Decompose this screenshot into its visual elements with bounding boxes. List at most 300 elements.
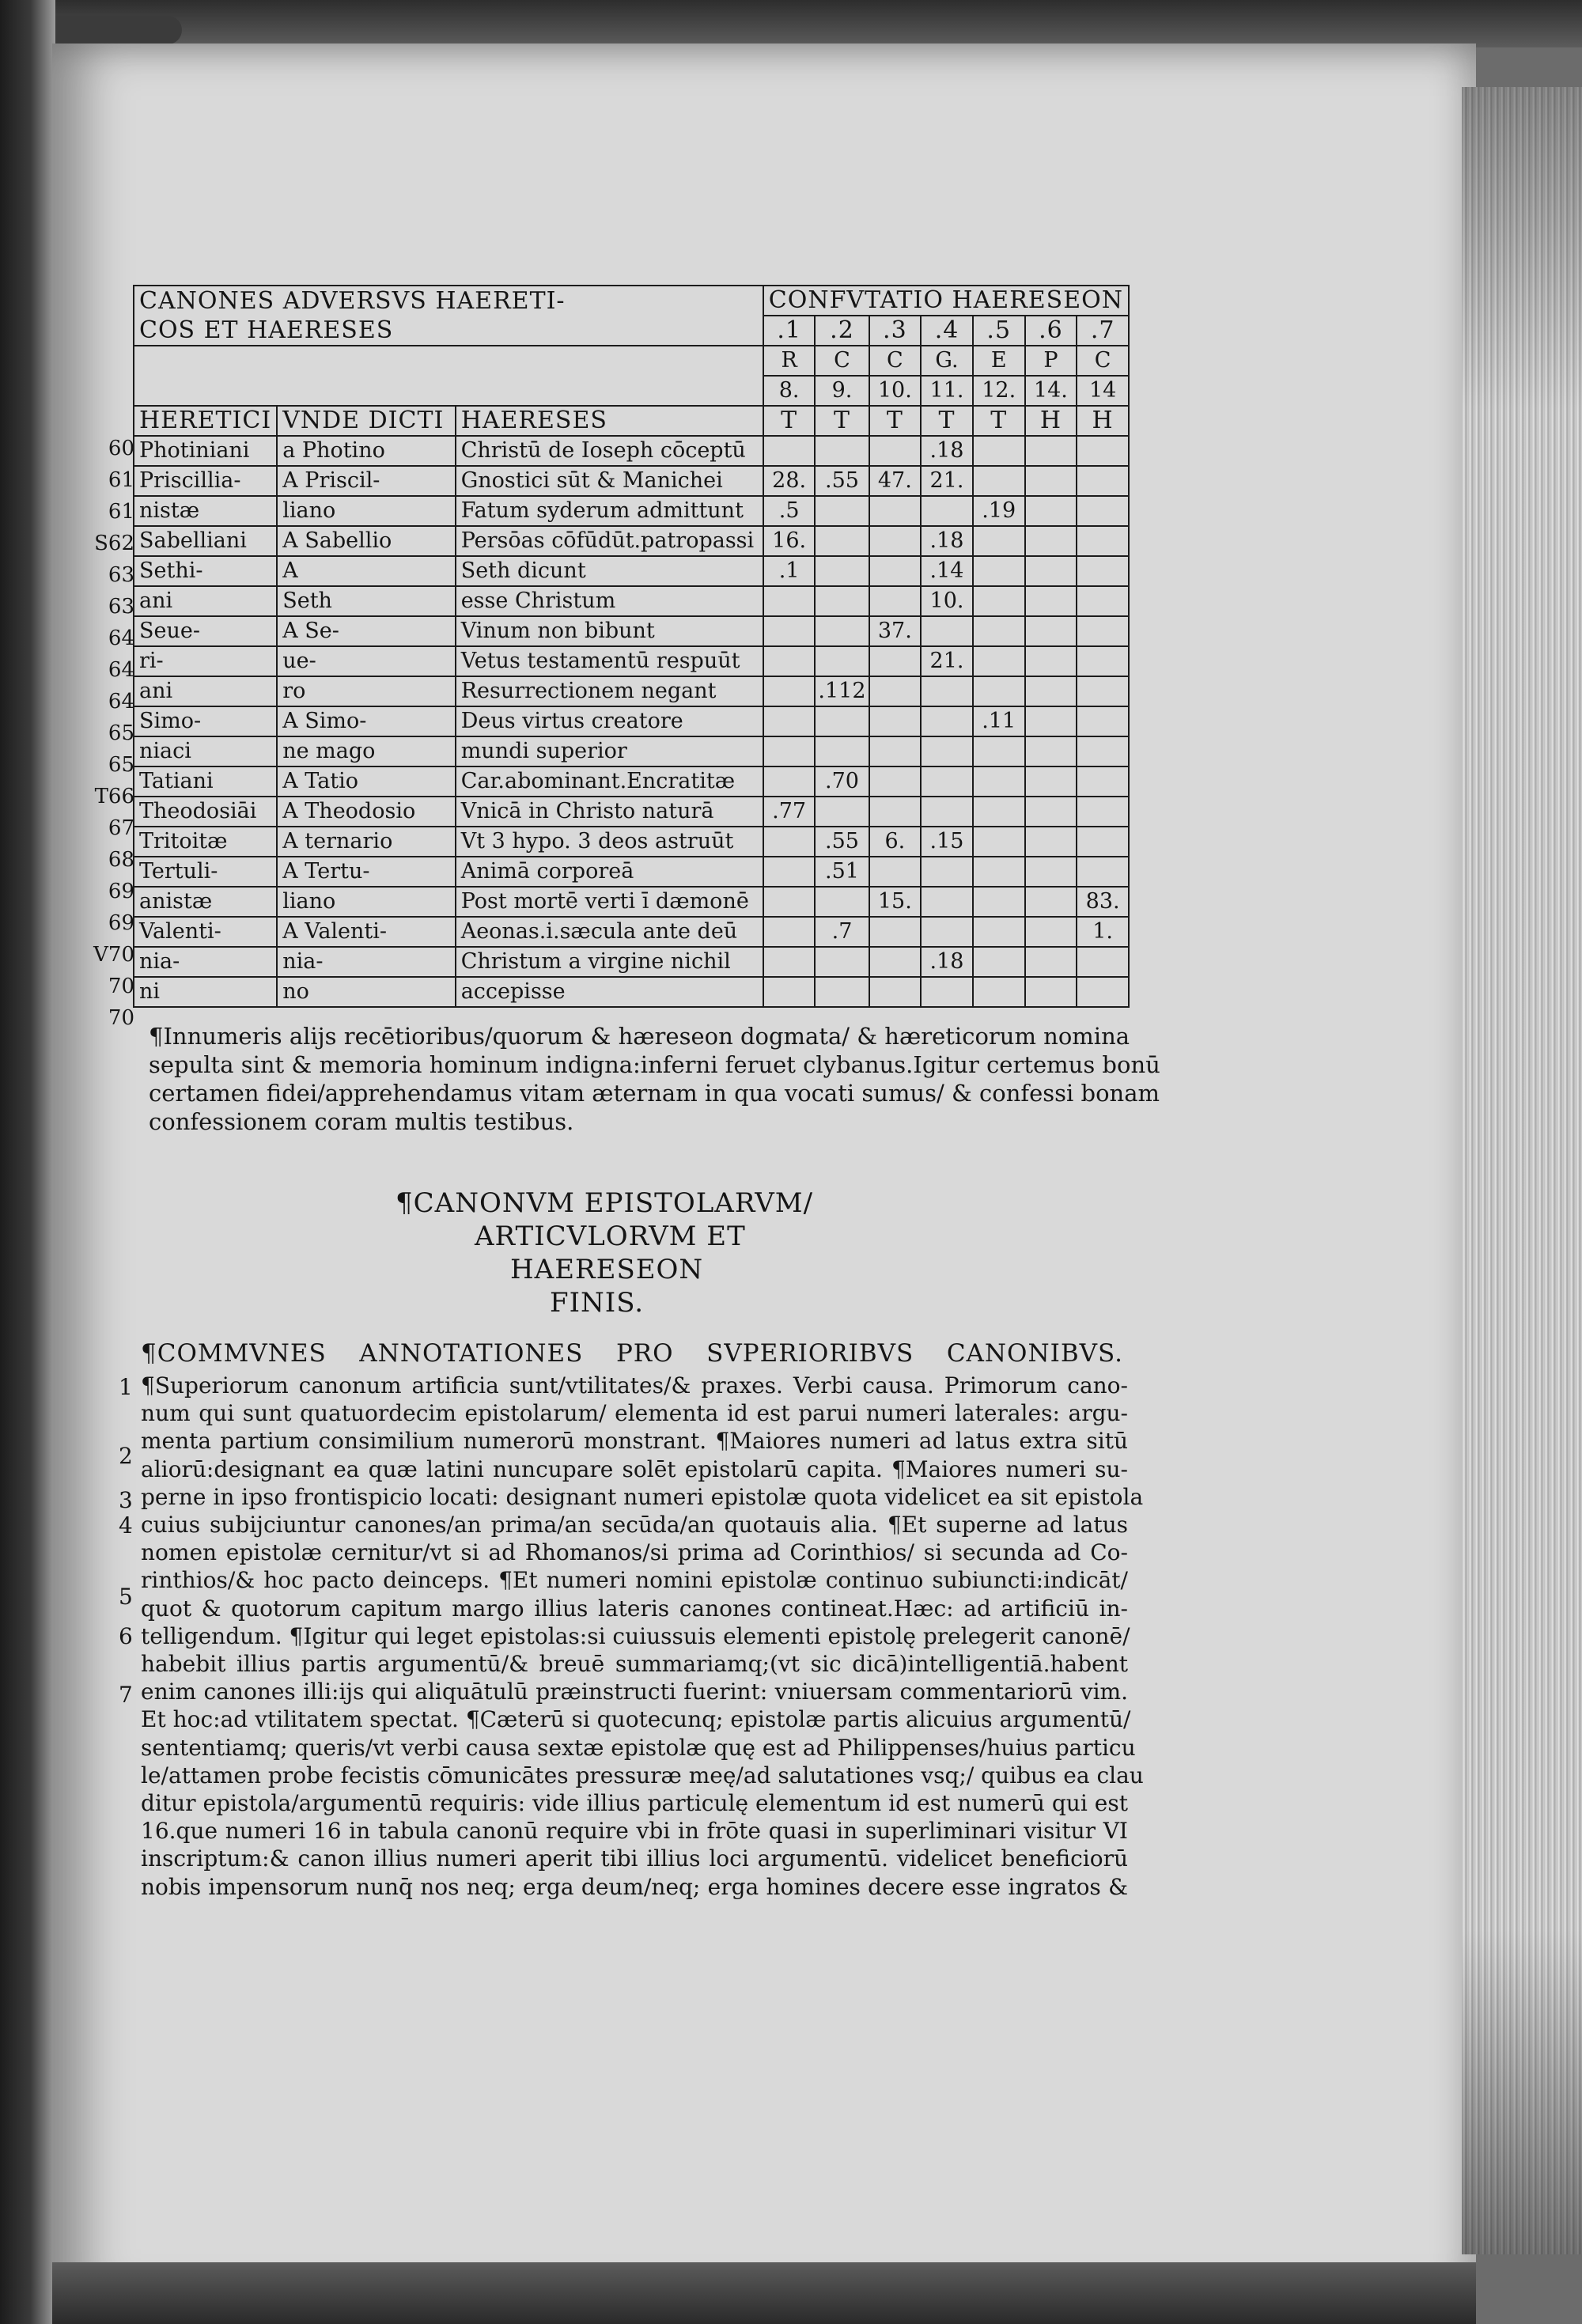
row-number: S62 bbox=[94, 532, 134, 555]
heresy-rows bbox=[134, 436, 1129, 1007]
colnum: .4 bbox=[921, 316, 973, 346]
colnum: .7 bbox=[1077, 316, 1129, 346]
refutation-cell bbox=[763, 616, 816, 646]
refutation-cell bbox=[921, 857, 973, 887]
refutation-cell bbox=[763, 887, 816, 917]
refutation-cell: 15. bbox=[869, 887, 922, 917]
heresy-text: Deus virtus creatore bbox=[456, 706, 763, 736]
finis-line: ¶CANONVM EPISTOLARVM/ bbox=[396, 1187, 814, 1219]
refutation-cell bbox=[1077, 977, 1129, 1007]
binding-top bbox=[0, 0, 1582, 47]
tee-cell: H bbox=[1077, 406, 1129, 436]
refutation-cell bbox=[973, 766, 1025, 797]
finis-line: ARTICVLORVM ET bbox=[475, 1221, 746, 1252]
epistle-letter: C bbox=[1077, 346, 1129, 376]
heresy-text: Fatum syderum admittunt bbox=[456, 496, 763, 526]
refutation-cell bbox=[921, 736, 973, 766]
heretic-name: ni bbox=[134, 977, 277, 1007]
row-number: 70 bbox=[108, 975, 134, 998]
refutation-cell bbox=[1077, 676, 1129, 706]
heresy-text: Christum a virgine nichil bbox=[456, 947, 763, 977]
table-row bbox=[134, 827, 1129, 857]
row-number: 61 bbox=[108, 468, 134, 492]
refutation-cell bbox=[1077, 736, 1129, 766]
refutation-cell: 28. bbox=[763, 466, 816, 496]
refutation-cell bbox=[815, 586, 869, 616]
heretic-name: ani bbox=[134, 586, 277, 616]
tee-cell: T bbox=[973, 406, 1025, 436]
heretic-name: ri- bbox=[134, 646, 277, 676]
text-line: inscriptum:& canon illius numeri aperit tibi illius loci argumentū. videlicet beneficiorū bbox=[141, 1845, 1128, 1872]
refutation-cell bbox=[869, 586, 922, 616]
refutation-cell bbox=[1077, 496, 1129, 526]
refutation-cell bbox=[1025, 616, 1077, 646]
refutation-cell bbox=[815, 736, 869, 766]
refutation-cell: 1. bbox=[1077, 917, 1129, 947]
refutation-cell bbox=[921, 766, 973, 797]
refutation-cell bbox=[1077, 556, 1129, 586]
refutation-cell bbox=[1025, 857, 1077, 887]
heretic-name: Simo- bbox=[134, 706, 277, 736]
refutation-cell bbox=[763, 676, 816, 706]
row-number: 61 bbox=[108, 500, 134, 524]
refutation-cell bbox=[869, 736, 922, 766]
row-number: 64 bbox=[108, 690, 134, 713]
epistle-row bbox=[134, 346, 1129, 376]
refutation-cell: .51 bbox=[815, 857, 869, 887]
table-title-row-2 bbox=[134, 316, 1129, 346]
refutation-cell bbox=[1077, 706, 1129, 736]
refutation-cell bbox=[1025, 556, 1077, 586]
refutation-cell: .55 bbox=[815, 466, 869, 496]
refutation-cell bbox=[973, 857, 1025, 887]
margin-number: 3 bbox=[119, 1487, 133, 1513]
text-line: ¶Superiorum canonum artificia sunt/vtilitates/& praxes. Verbi causa. Primorum cano- bbox=[141, 1372, 1128, 1399]
refutation-cell bbox=[815, 797, 869, 827]
refutation-cell bbox=[1077, 797, 1129, 827]
heresy-text: Aeonas.i.sæcula ante deū bbox=[456, 917, 763, 947]
origin-name: Seth bbox=[277, 586, 455, 616]
text-line: sepulta sint & memoria hominum indigna:inferni feruet clybanus.Igitur certemus bonū bbox=[149, 1051, 1160, 1078]
refutation-cell: .5 bbox=[763, 496, 816, 526]
epistle-letter: C bbox=[869, 346, 922, 376]
heretic-name: ani bbox=[134, 676, 277, 706]
colnum: .5 bbox=[973, 316, 1025, 346]
row-number: 65 bbox=[108, 721, 134, 745]
origin-name: no bbox=[277, 977, 455, 1007]
refutation-cell bbox=[921, 616, 973, 646]
col-header-unde-dicti: VNDE DICTI bbox=[277, 406, 455, 436]
text-line: le/attamen probe fecistis cōmunicātes pressuræ meę/ad salutationes vsq;/ quibus ea clau bbox=[141, 1762, 1144, 1788]
origin-name: A Valenti- bbox=[277, 917, 455, 947]
refutation-cell bbox=[973, 827, 1025, 857]
refutation-cell bbox=[763, 736, 816, 766]
margin-number: 1 bbox=[119, 1374, 133, 1400]
heresy-text: Seth dicunt bbox=[456, 556, 763, 586]
heretic-name: Tritoitæ bbox=[134, 827, 277, 857]
text-line: menta partium consimilium numerorū monstrant. ¶Maiores numeri ad latus extra sitū bbox=[141, 1428, 1128, 1455]
row-number: T66 bbox=[94, 785, 134, 808]
text-line: confessionem coram multis testibus. bbox=[149, 1108, 574, 1135]
count-row bbox=[134, 376, 1129, 406]
refutation-cell bbox=[1025, 917, 1077, 947]
refutation-cell bbox=[815, 646, 869, 676]
origin-name: A Theodosio bbox=[277, 797, 455, 827]
refutation-cell bbox=[763, 947, 816, 977]
refutation-cell bbox=[1077, 616, 1129, 646]
refutation-cell bbox=[921, 977, 973, 1007]
refutation-cell bbox=[815, 526, 869, 556]
heretic-name: Valenti- bbox=[134, 917, 277, 947]
margin-number: 5 bbox=[119, 1584, 133, 1610]
colnum: .2 bbox=[815, 316, 869, 346]
table-row bbox=[134, 736, 1129, 766]
origin-name: A bbox=[277, 556, 455, 586]
refutation-cell: 6. bbox=[869, 827, 922, 857]
heresy-text: Gnostici sūt & Manichei bbox=[456, 466, 763, 496]
table-row bbox=[134, 496, 1129, 526]
margin-number: 6 bbox=[119, 1623, 133, 1649]
refutation-cell bbox=[973, 917, 1025, 947]
finis-line: FINIS. bbox=[550, 1287, 645, 1319]
tee-cell: T bbox=[869, 406, 922, 436]
table-title-row-1 bbox=[134, 286, 1129, 316]
table-title-right: CONFVTATIO HAERESEON bbox=[763, 286, 1129, 316]
text-line: quot & quotorum capitum margo illius lateris canones contineat.Hæc: ad artificiū in- bbox=[141, 1595, 1128, 1622]
refutation-cell bbox=[1025, 436, 1077, 466]
table-row bbox=[134, 586, 1129, 616]
refutation-cell bbox=[763, 436, 816, 466]
epistle-letter: E bbox=[973, 346, 1025, 376]
refutation-cell bbox=[869, 676, 922, 706]
refutation-cell bbox=[1077, 586, 1129, 616]
heretic-name: Sethi- bbox=[134, 556, 277, 586]
refutation-cell: .19 bbox=[973, 496, 1025, 526]
table-row bbox=[134, 466, 1129, 496]
refutation-cell bbox=[1077, 526, 1129, 556]
row-margin-numbers bbox=[79, 433, 134, 1034]
refutation-cell bbox=[763, 917, 816, 947]
row-number: 63 bbox=[108, 563, 134, 587]
refutation-cell bbox=[869, 436, 922, 466]
refutation-cell bbox=[869, 797, 922, 827]
text-line: enim canones illi:ijs qui aliquātulū præinstructi fuerint: vniuersam commentariorū vim. bbox=[141, 1679, 1128, 1705]
table-row bbox=[134, 857, 1129, 887]
column-header-row bbox=[134, 406, 1129, 436]
refutation-cell bbox=[815, 496, 869, 526]
text-line: Et hoc:ad vtilitatem spectat. ¶Cæterū si quotecunq; epistolæ partis alicuius argumentū/ bbox=[141, 1706, 1131, 1733]
count-cell: 14 bbox=[1077, 376, 1129, 406]
origin-name: ue- bbox=[277, 646, 455, 676]
refutation-cell: 16. bbox=[763, 526, 816, 556]
table-row bbox=[134, 676, 1129, 706]
origin-name: a Photino bbox=[277, 436, 455, 466]
refutation-cell: .1 bbox=[763, 556, 816, 586]
row-number: 69 bbox=[108, 880, 134, 903]
text-line: habebit illius partis argumentū/& breuē summariamq;(vt sic dicā)intelligentiā.habent bbox=[141, 1651, 1128, 1678]
refutation-cell bbox=[973, 736, 1025, 766]
text-line: sententiamq; queris/vt verbi causa sextæ epistolæ quę est ad Philippenses/huius particu bbox=[141, 1734, 1136, 1761]
row-number: 64 bbox=[108, 626, 134, 650]
text-line: ¶Innumeris alijs recētioribus/quorum & hæreseon dogmata/ & hæreticorum nomina bbox=[149, 1023, 1130, 1050]
refutation-cell bbox=[763, 586, 816, 616]
refutation-cell bbox=[973, 887, 1025, 917]
text-line: certamen fidei/apprehendamus vitam æternam in qua vocati sumus/ & confessi bonam bbox=[149, 1080, 1160, 1107]
row-number: 69 bbox=[108, 911, 134, 935]
table-title-left: CANONES ADVERSVS HAERETI- bbox=[134, 286, 763, 316]
heresy-text: Car.abominant.Encratitæ bbox=[456, 766, 763, 797]
table-row bbox=[134, 887, 1129, 917]
text-line: 16.que numeri 16 in tabula canonū require vbi in frōte quasi in superliminari visitur VI bbox=[141, 1818, 1128, 1845]
finis-line: HAERESEON bbox=[510, 1254, 704, 1285]
annotations-heading: ¶COMMVNES ANNOTATIONES PRO SVPERIORIBVS CANONIBVS. bbox=[141, 1339, 1123, 1368]
bottom-shadow bbox=[52, 2262, 1476, 2324]
heresy-text: Animā corporeā bbox=[456, 857, 763, 887]
refutation-cell bbox=[973, 586, 1025, 616]
refutation-cell: .18 bbox=[921, 947, 973, 977]
heresy-text: accepisse bbox=[456, 977, 763, 1007]
refutation-cell: 83. bbox=[1077, 887, 1129, 917]
refutation-cell bbox=[1025, 466, 1077, 496]
heretic-name: niaci bbox=[134, 736, 277, 766]
refutation-cell bbox=[1025, 766, 1077, 797]
refutation-cell bbox=[763, 766, 816, 797]
refutation-cell: .7 bbox=[815, 917, 869, 947]
heretic-name: Tertuli- bbox=[134, 857, 277, 887]
refutation-cell bbox=[973, 466, 1025, 496]
refutation-cell bbox=[921, 797, 973, 827]
heresy-text: Persōas cōfūdūt.patropassi bbox=[456, 526, 763, 556]
refutation-cell: .55 bbox=[815, 827, 869, 857]
heretic-name: Seue- bbox=[134, 616, 277, 646]
refutation-cell bbox=[869, 947, 922, 977]
refutation-cell bbox=[921, 496, 973, 526]
row-number: 70 bbox=[108, 1006, 134, 1030]
heretic-name: nia- bbox=[134, 947, 277, 977]
origin-name: A Tatio bbox=[277, 766, 455, 797]
refutation-cell bbox=[973, 436, 1025, 466]
text-line: perne in ipso frontispicio locati: designant numeri epistolæ quota videlicet ea sit epistola bbox=[141, 1483, 1144, 1510]
row-number: V70 bbox=[93, 943, 134, 967]
refutation-cell bbox=[1025, 797, 1077, 827]
refutation-cell bbox=[815, 887, 869, 917]
table-row bbox=[134, 797, 1129, 827]
refutation-cell bbox=[973, 947, 1025, 977]
table-row bbox=[134, 977, 1129, 1007]
canon-table bbox=[133, 285, 1130, 1008]
refutation-cell bbox=[763, 977, 816, 1007]
text-line: num qui sunt quatuordecim epistolarum/ elementa id est parui numeri laterales: argu- bbox=[141, 1400, 1128, 1427]
epistle-letter: P bbox=[1025, 346, 1077, 376]
refutation-cell bbox=[1077, 766, 1129, 797]
table-row bbox=[134, 766, 1129, 797]
refutation-cell bbox=[1025, 496, 1077, 526]
table-row bbox=[134, 917, 1129, 947]
text-line: cuius subijciuntur canones/an prima/an secūda/an quotauis alia. ¶Et superne ad latus bbox=[141, 1512, 1128, 1539]
heresy-text: Vnicā in Christo naturā bbox=[456, 797, 763, 827]
refutation-cell: .18 bbox=[921, 526, 973, 556]
refutation-cell bbox=[869, 857, 922, 887]
count-cell: 9. bbox=[815, 376, 869, 406]
refutation-cell bbox=[1025, 736, 1077, 766]
count-cell: 12. bbox=[973, 376, 1025, 406]
epistle-letter: R bbox=[763, 346, 816, 376]
refutation-cell: 37. bbox=[869, 616, 922, 646]
margin-number: 4 bbox=[119, 1512, 133, 1539]
heresy-text: Vt 3 hypo. 3 deos astruūt bbox=[456, 827, 763, 857]
colnum: .1 bbox=[763, 316, 816, 346]
tee-cell: T bbox=[921, 406, 973, 436]
refutation-cell bbox=[921, 917, 973, 947]
refutation-cell: .77 bbox=[763, 797, 816, 827]
refutation-cell bbox=[1025, 526, 1077, 556]
refutation-cell bbox=[763, 706, 816, 736]
table-row bbox=[134, 526, 1129, 556]
heresy-text: mundi superior bbox=[456, 736, 763, 766]
text-line: nomen epistolæ cernitur/vt si ad Rhomanos/si prima ad Corinthios/ si secunda ad Co- bbox=[141, 1539, 1128, 1566]
heretic-name: Sabelliani bbox=[134, 526, 277, 556]
refutation-cell bbox=[763, 646, 816, 676]
refutation-cell bbox=[1077, 466, 1129, 496]
heretic-name: Tatiani bbox=[134, 766, 277, 797]
epistle-letter: G. bbox=[921, 346, 973, 376]
refutation-cell bbox=[1077, 947, 1129, 977]
origin-name: A Simo- bbox=[277, 706, 455, 736]
refutation-cell bbox=[973, 797, 1025, 827]
heretic-name: anistæ bbox=[134, 887, 277, 917]
refutation-cell bbox=[973, 556, 1025, 586]
refutation-cell bbox=[973, 977, 1025, 1007]
colnum: .3 bbox=[869, 316, 922, 346]
refutation-cell bbox=[869, 917, 922, 947]
refutation-cell bbox=[921, 706, 973, 736]
refutation-cell bbox=[815, 947, 869, 977]
refutation-cell bbox=[815, 616, 869, 646]
table-row bbox=[134, 616, 1129, 646]
refutation-cell: 21. bbox=[921, 646, 973, 676]
heresy-text: Post mortē verti ī dæmonē bbox=[456, 887, 763, 917]
row-number: 65 bbox=[108, 753, 134, 777]
heresy-text: Resurrectionem negant bbox=[456, 676, 763, 706]
origin-name: A ternario bbox=[277, 827, 455, 857]
refutation-cell bbox=[1077, 646, 1129, 676]
tee-cell: T bbox=[815, 406, 869, 436]
refutation-cell bbox=[815, 436, 869, 466]
text-line: rinthios/& hoc pacto deinceps. ¶Et numeri nomini epistolæ continuo subiuncti:indicāt/ bbox=[141, 1567, 1128, 1594]
table-row bbox=[134, 436, 1129, 466]
annotations-paragraph bbox=[141, 1372, 1144, 1901]
refutation-cell bbox=[869, 646, 922, 676]
refutation-cell bbox=[973, 646, 1025, 676]
refutation-cell: 47. bbox=[869, 466, 922, 496]
refutation-cell bbox=[1025, 706, 1077, 736]
refutation-cell bbox=[815, 556, 869, 586]
refutation-cell: .112 bbox=[815, 676, 869, 706]
refutation-cell: .14 bbox=[921, 556, 973, 586]
row-number: 63 bbox=[108, 595, 134, 619]
finis-block bbox=[396, 1187, 813, 1319]
refutation-cell bbox=[763, 857, 816, 887]
col-header-haereses: HAERESES bbox=[456, 406, 763, 436]
row-number: 68 bbox=[108, 848, 134, 872]
heretic-name: Photiniani bbox=[134, 436, 277, 466]
origin-name: A Sabellio bbox=[277, 526, 455, 556]
refutation-cell bbox=[1025, 977, 1077, 1007]
refutation-cell: .70 bbox=[815, 766, 869, 797]
count-cell: 11. bbox=[921, 376, 973, 406]
text-line: nobis impensorum nunq̄ nos neq; erga deum/neq; erga homines decere esse ingratos & bbox=[141, 1873, 1128, 1900]
refutation-cell: .15 bbox=[921, 827, 973, 857]
tee-cell: T bbox=[763, 406, 816, 436]
refutation-cell bbox=[815, 977, 869, 1007]
origin-name: liano bbox=[277, 887, 455, 917]
heresy-text: Vetus testamentū respuūt bbox=[456, 646, 763, 676]
refutation-cell bbox=[1025, 676, 1077, 706]
text-line: aliorū:designant ea quæ latini nuncupare solēt epistolarū capita. ¶Maiores numeri su- bbox=[141, 1455, 1128, 1482]
table-row bbox=[134, 706, 1129, 736]
row-number: 60 bbox=[108, 437, 134, 460]
colnum: .6 bbox=[1025, 316, 1077, 346]
heretic-name: nistæ bbox=[134, 496, 277, 526]
margin-number: 7 bbox=[119, 1682, 133, 1708]
origin-name: ro bbox=[277, 676, 455, 706]
refutation-cell bbox=[921, 676, 973, 706]
table-title-left-2: COS ET HAERESES bbox=[134, 316, 763, 346]
origin-name: A Priscil- bbox=[277, 466, 455, 496]
text-line: telligendum. ¶Igitur qui leget epistolas:si cuiussuis elementi epistolę prelegerit canonē/ bbox=[141, 1622, 1130, 1649]
page-edge-stack bbox=[1462, 87, 1582, 2254]
heretic-name: Theodosiāi bbox=[134, 797, 277, 827]
tee-cell: H bbox=[1025, 406, 1077, 436]
refutation-cell bbox=[763, 827, 816, 857]
refutation-cell bbox=[869, 556, 922, 586]
refutation-cell: 21. bbox=[921, 466, 973, 496]
margin-number: 2 bbox=[119, 1443, 133, 1469]
refutation-cell bbox=[973, 676, 1025, 706]
origin-name: nia- bbox=[277, 947, 455, 977]
refutation-cell bbox=[869, 496, 922, 526]
refutation-cell bbox=[869, 706, 922, 736]
refutation-cell bbox=[869, 977, 922, 1007]
refutation-cell bbox=[973, 616, 1025, 646]
heresy-text: Vinum non bibunt bbox=[456, 616, 763, 646]
refutation-cell bbox=[815, 706, 869, 736]
heretic-name: Priscillia- bbox=[134, 466, 277, 496]
origin-name: A Se- bbox=[277, 616, 455, 646]
gutter-shadow bbox=[0, 0, 55, 2324]
heresy-text: esse Christum bbox=[456, 586, 763, 616]
text-line: ditur epistola/argumentū requiris: vide illius particulę elementum id est numerū qui est bbox=[141, 1790, 1128, 1817]
epistle-letter: C bbox=[815, 346, 869, 376]
refutation-cell bbox=[869, 766, 922, 797]
origin-name: liano bbox=[277, 496, 455, 526]
origin-name: A Tertu- bbox=[277, 857, 455, 887]
refutation-cell bbox=[1077, 857, 1129, 887]
count-cell: 14. bbox=[1025, 376, 1077, 406]
count-cell: 8. bbox=[763, 376, 816, 406]
origin-name: ne mago bbox=[277, 736, 455, 766]
refutation-cell bbox=[1025, 586, 1077, 616]
table-row bbox=[134, 646, 1129, 676]
refutation-cell: .18 bbox=[921, 436, 973, 466]
refutation-cell bbox=[1077, 827, 1129, 857]
count-cell: 10. bbox=[869, 376, 922, 406]
refutation-cell bbox=[1025, 947, 1077, 977]
refutation-cell bbox=[869, 526, 922, 556]
refutation-cell: .11 bbox=[973, 706, 1025, 736]
refutation-cell bbox=[1025, 827, 1077, 857]
row-number: 67 bbox=[108, 816, 134, 840]
